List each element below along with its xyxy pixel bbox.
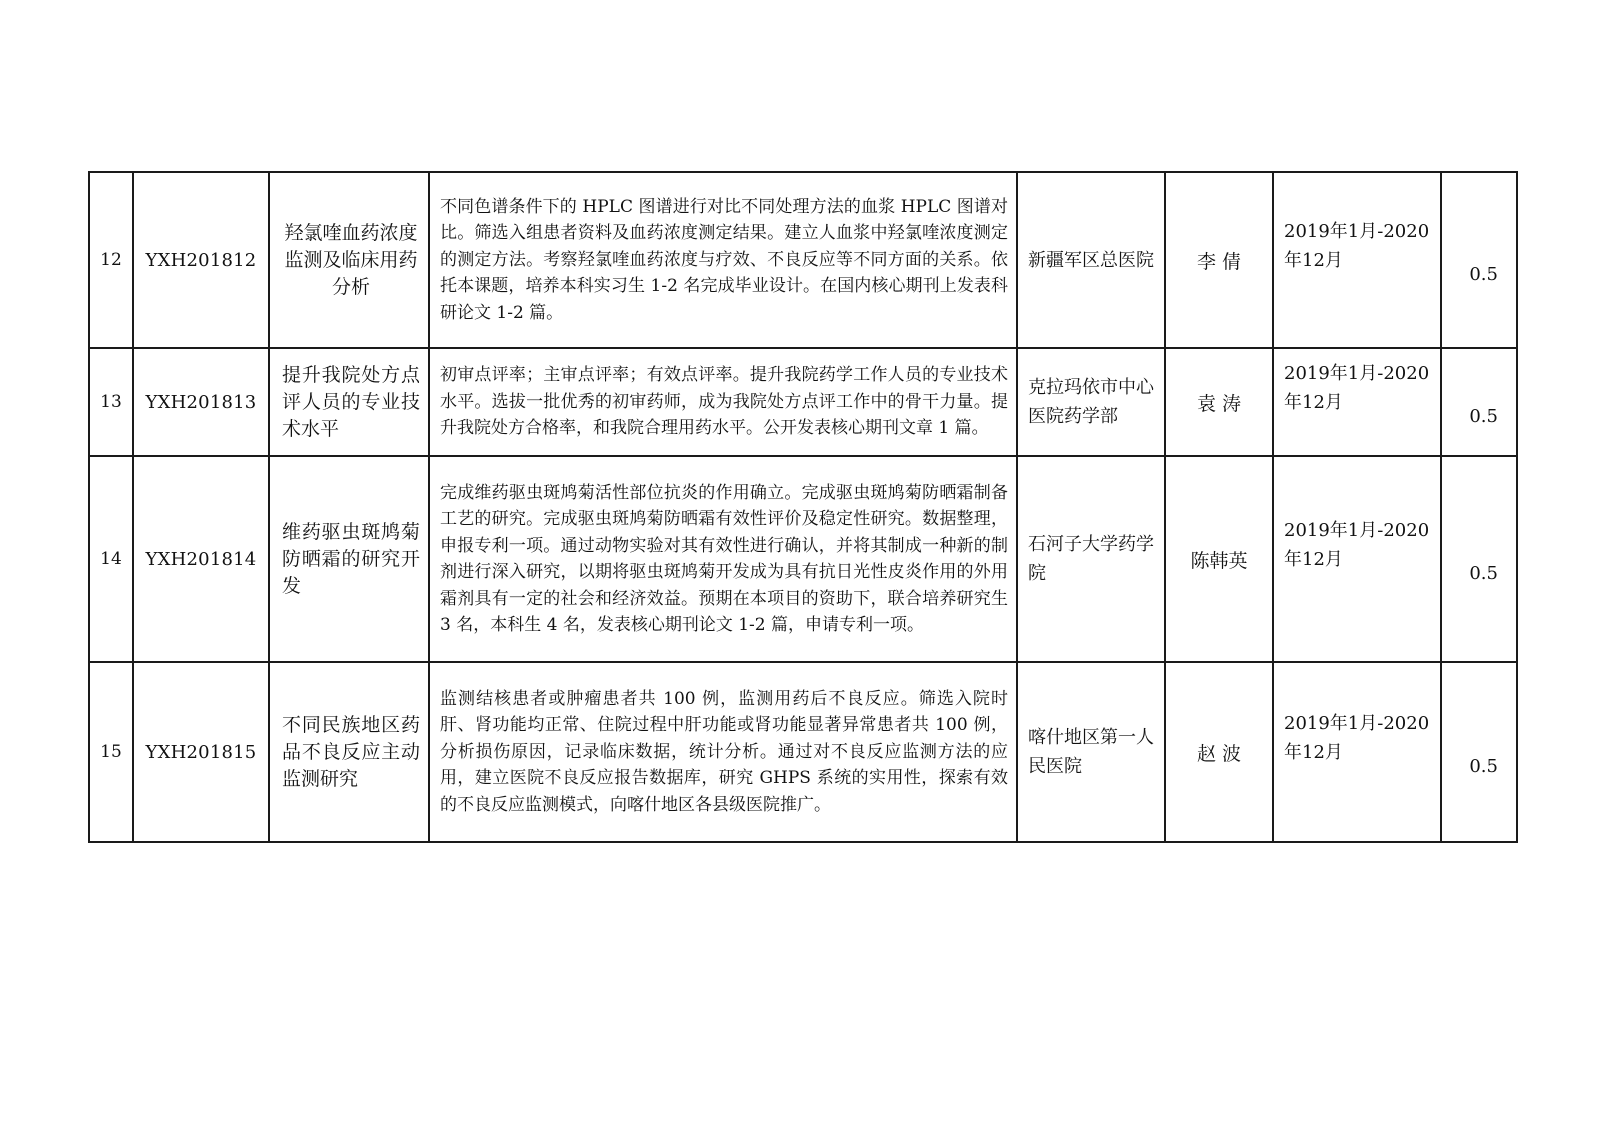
project-description: 初审点评率；主审点评率；有效点评率。提升我院药学工作人员的专业技术水平。选拔一批优秀的初审药师，成为我院处方点评工作中的骨干力量。提升我院处方合格率，和我院合理用药水平。公开发表核心期刊文章 1 篇。 xyxy=(429,348,1017,456)
funding-amount-text: 0.5 xyxy=(1469,755,1498,777)
project-description: 监测结核患者或肿瘤患者共 100 例，监测用药后不良反应。筛选入院时肝、肾功能均正常、住院过程中肝功能或肾功能显著异常患者共 100 例，分析损伤原因，记录临床数据，统计分析。通过对不良反应监测方法的应用，建立医院不良反应报告数据库，研究 GHPS 系统的实用性，探索有效的不良反应监测模式，向喀什地区各县级医院推广。 xyxy=(429,662,1017,842)
organization: 石河子大学药学院 xyxy=(1017,456,1165,662)
funding-amount xyxy=(1441,662,1517,842)
table-row xyxy=(89,348,1517,456)
project-title: 维药驱虫斑鸠菊防晒霜的研究开发 xyxy=(269,456,429,662)
project-period-text: 2019年1月-2020年12月 xyxy=(1284,520,1430,570)
organization: 克拉玛依市中心医院药学部 xyxy=(1017,348,1165,456)
funding-amount xyxy=(1441,348,1517,456)
project-period-text: 2019年1月-2020年12月 xyxy=(1284,713,1430,763)
table-row xyxy=(89,662,1517,842)
project-title: 不同民族地区药品不良反应主动监测研究 xyxy=(269,662,429,842)
organization: 新疆军区总医院 xyxy=(1017,172,1165,348)
project-title: 羟氯喹血药浓度监测及临床用药分析 xyxy=(269,172,429,348)
project-description: 完成维药驱虫斑鸠菊活性部位抗炎的作用确立。完成驱虫斑鸠菊防晒霜制备工艺的研究。完成驱虫斑鸠菊防晒霜有效性评价及稳定性研究。数据整理，申报专利一项。通过动物实验对其有效性进行确认，并将其制成一种新的制剂进行深入研究，以期将驱虫斑鸠菊开发成为具有抗日光性皮炎作用的外用霜剂具有一定的社会和经济效益。预期在本项目的资助下，联合培养研究生 3 名，本科生 4 名，发表核心期刊论文 1-2 篇，申请专利一项。 xyxy=(429,456,1017,662)
project-period-text: 2019年1月-2020年12月 xyxy=(1284,363,1430,413)
table-row xyxy=(89,172,1517,348)
project-period xyxy=(1273,348,1441,456)
project-leader: 袁 涛 xyxy=(1165,348,1273,456)
project-leader: 李 倩 xyxy=(1165,172,1273,348)
project-period-text: 2019年1月-2020年12月 xyxy=(1284,221,1430,271)
row-number: 13 xyxy=(89,348,133,456)
row-number: 12 xyxy=(89,172,133,348)
project-title: 提升我院处方点评人员的专业技术水平 xyxy=(269,348,429,456)
project-code: YXH201813 xyxy=(133,348,269,456)
project-description: 不同色谱条件下的 HPLC 图谱进行对比不同处理方法的血浆 HPLC 图谱对比。筛选入组患者资料及血药浓度测定结果。建立人血浆中羟氯喹浓度测定的测定方法。考察羟氯喹血药浓度与疗效、不良反应等不同方面的关系。依托本课题，培养本科实习生 1-2 名完成毕业设计。在国内核心期刊上发表科研论文 1-2 篇。 xyxy=(429,172,1017,348)
project-table xyxy=(88,171,1518,843)
funding-amount xyxy=(1441,456,1517,662)
table-row xyxy=(89,456,1517,662)
organization: 喀什地区第一人民医院 xyxy=(1017,662,1165,842)
funding-amount-text: 0.5 xyxy=(1469,562,1498,584)
project-leader: 陈韩英 xyxy=(1165,456,1273,662)
funding-amount xyxy=(1441,172,1517,348)
project-code: YXH201814 xyxy=(133,456,269,662)
project-period xyxy=(1273,172,1441,348)
project-code: YXH201815 xyxy=(133,662,269,842)
row-number: 15 xyxy=(89,662,133,842)
project-leader: 赵 波 xyxy=(1165,662,1273,842)
project-table-page xyxy=(88,171,1516,843)
funding-amount-text: 0.5 xyxy=(1469,405,1498,427)
project-code: YXH201812 xyxy=(133,172,269,348)
row-number: 14 xyxy=(89,456,133,662)
project-period xyxy=(1273,662,1441,842)
project-period xyxy=(1273,456,1441,662)
funding-amount-text: 0.5 xyxy=(1469,263,1498,285)
